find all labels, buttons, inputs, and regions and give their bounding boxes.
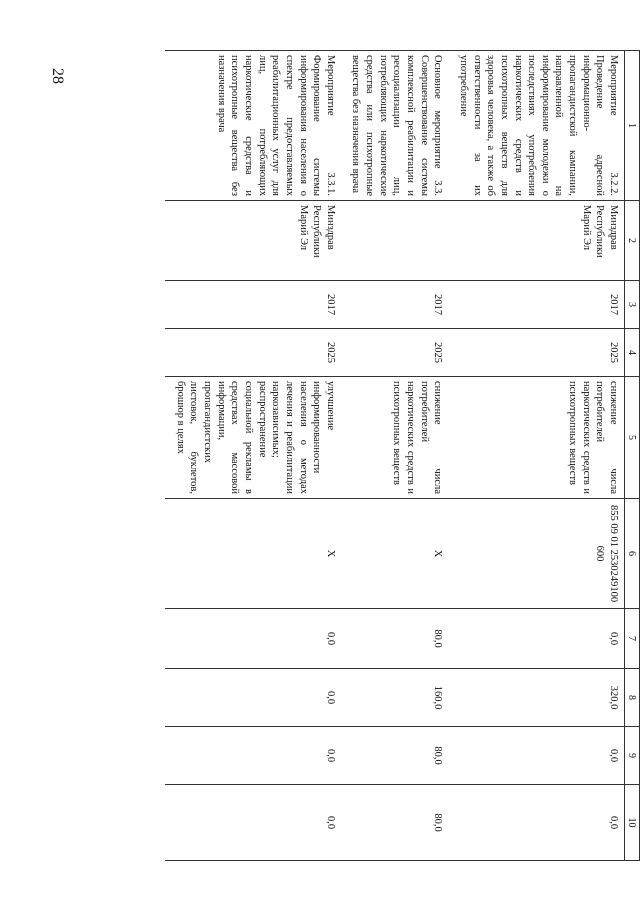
value-col-7: 80,0 — [341, 609, 448, 669]
column-number: 5 — [625, 377, 640, 499]
value-col-10: 0,0 — [165, 785, 341, 861]
column-number: 8 — [625, 669, 640, 727]
column-number: 4 — [625, 329, 640, 377]
budget-code: 855 09 01 2530249100 600 — [448, 499, 624, 609]
column-number: 7 — [625, 609, 640, 669]
rotated-page-content — [120, 50, 640, 890]
value-col-9: 0,0 — [165, 727, 341, 785]
column-number: 9 — [625, 727, 640, 785]
expected-result: улучшение информированности населения о методах лечения и реабилитации наркозависимых; распространение социальной рекламы в средствах массовой информации, пропагандистских листовок, буклетов, брошюр в целях — [165, 377, 341, 499]
value-col-8: 320,0 — [448, 669, 624, 727]
program-table — [165, 50, 640, 861]
measure-name: Мероприятие 3.3.1. Формирование системы информирования населения о спектре предоставляемых реабилитационных услуг для лиц, потребляющих наркотические средства и психотропные вещества без назначения врача — [165, 51, 341, 201]
end-year: 2025 — [341, 329, 448, 377]
measure-name: Основное мероприятие 3.3. Совершенствование системы комплексной реабилитации и ресоциализации лиц, потребляющих наркотические средства или психотропные вещества без назначения врача — [341, 51, 448, 201]
executor — [341, 201, 448, 281]
executor: Минздрав Республики Марий Эл — [448, 201, 624, 281]
page-number: 28 — [49, 68, 66, 84]
column-number-row — [625, 51, 640, 861]
value-col-10: 0,0 — [448, 785, 624, 861]
column-number: 3 — [625, 281, 640, 329]
measure-name: Мероприятие 3.2.2. Проведение адресной информационно-пропагандистской кампании, направленной на информирование молодежи о последствиях употребления наркотических средств и психотропных веществ для здоровья человека, а также об ответственности за их употребление — [448, 51, 624, 201]
value-col-7: 0,0 — [165, 609, 341, 669]
value-col-9: 80,0 — [341, 727, 448, 785]
expected-result: снижение числа потребителей наркотических средств и психотропных веществ — [448, 377, 624, 499]
start-year: 2017 — [341, 281, 448, 329]
column-number: 6 — [625, 499, 640, 609]
value-col-10: 80,0 — [341, 785, 448, 861]
column-number: 1 — [625, 51, 640, 201]
column-number: 10 — [625, 785, 640, 861]
budget-code: X — [165, 499, 341, 609]
column-number: 2 — [625, 201, 640, 281]
start-year: 2017 — [165, 281, 341, 329]
table-row — [341, 51, 448, 861]
executor: Минздрав Республики Марий Эл — [165, 201, 341, 281]
expected-result: снижение числа потребителей наркотических средств и психотропных веществ — [341, 377, 448, 499]
end-year: 2025 — [448, 329, 624, 377]
end-year: 2025 — [165, 329, 341, 377]
value-col-8: 160,0 — [341, 669, 448, 727]
value-col-7: 0,0 — [448, 609, 624, 669]
value-col-9: 0,0 — [448, 727, 624, 785]
table-row — [448, 51, 624, 861]
table-row — [165, 51, 341, 861]
start-year: 2017 — [448, 281, 624, 329]
budget-code: X — [341, 499, 448, 609]
value-col-8: 0,0 — [165, 669, 341, 727]
